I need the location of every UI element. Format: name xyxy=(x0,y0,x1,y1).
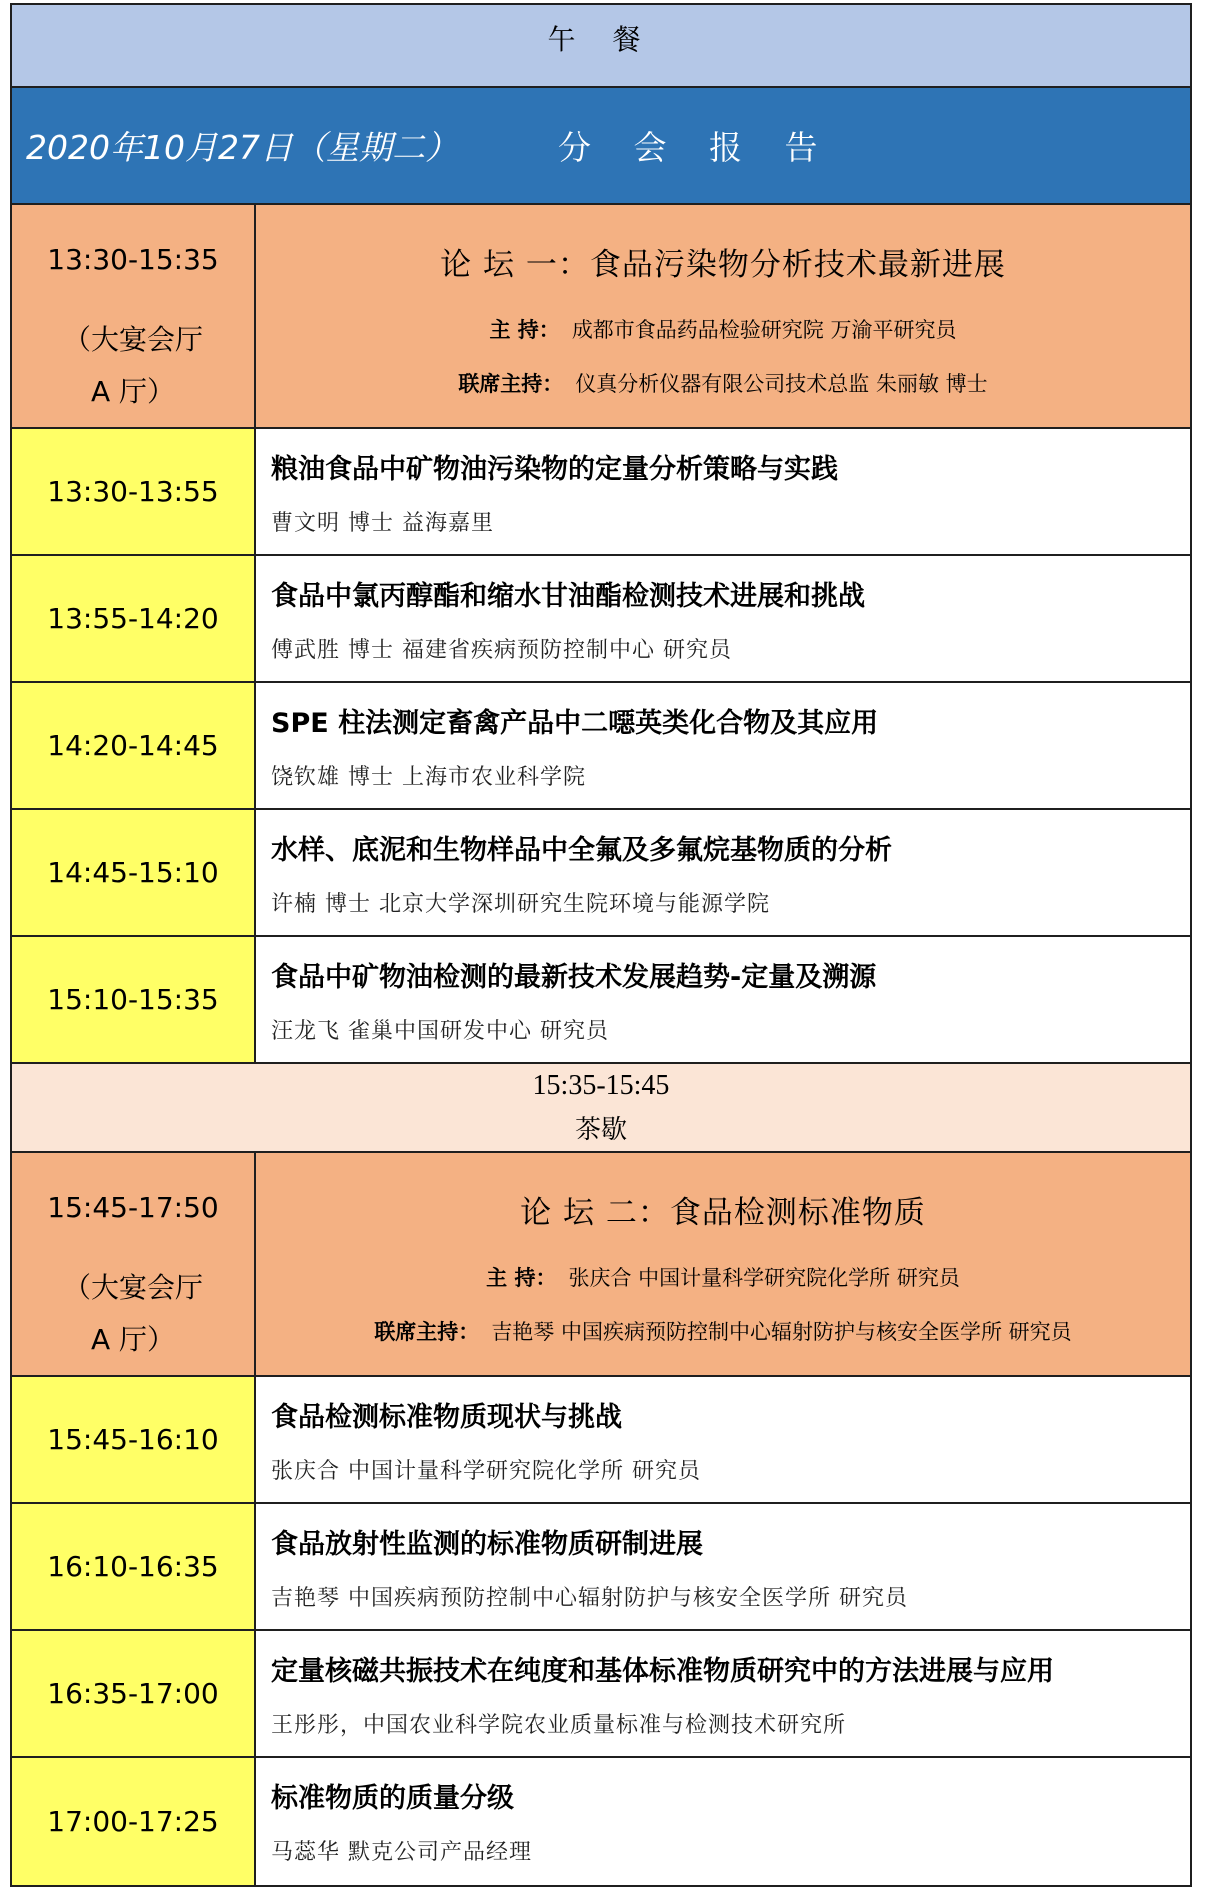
talk-speaker: 王彤彤，中国农业科学院农业质量标准与检测技术研究所 xyxy=(271,1713,847,1738)
forum-2-host-label: 主 持： xyxy=(486,1266,557,1290)
talk-speaker: 汪龙飞 雀巢中国研发中心 研究员 xyxy=(271,1019,609,1044)
talk-content xyxy=(256,1377,1190,1502)
forum-1-header xyxy=(12,205,1190,429)
forum-1-venue xyxy=(63,314,203,418)
talk-content xyxy=(256,556,1190,681)
forum-1-host xyxy=(256,314,1190,344)
forum-1-time-cell xyxy=(12,205,256,427)
forum-1-cohost-name: 仪真分析仪器有限公司技术总监 朱丽敏 博士 xyxy=(575,372,988,396)
forum-1-time: 13:30-15:35 xyxy=(47,243,219,276)
tea-break-label: 茶歇 xyxy=(574,1114,627,1145)
talk-row xyxy=(12,1758,1190,1885)
talk-title: 水样、底泥和生物样品中全氟及多氟烷基物质的分析 xyxy=(271,835,892,866)
forum-2-cohost-name: 吉艳琴 中国疾病预防控制中心辐射防护与核安全医学所 研究员 xyxy=(491,1320,1072,1344)
talk-content xyxy=(256,1631,1190,1756)
talk-content xyxy=(256,937,1190,1062)
forum-1-info xyxy=(256,205,1190,427)
forum-2-host-name: 张庆合 中国计量科学研究院化学所 研究员 xyxy=(568,1266,960,1290)
lunch-label: 午 餐 xyxy=(547,23,655,56)
forum-2-time-cell xyxy=(12,1153,256,1375)
talk-row xyxy=(12,556,1190,683)
forum-1-host-name: 成都市食品药品检验研究院 万渝平研究员 xyxy=(571,318,957,342)
talk-row xyxy=(12,429,1190,556)
lunch-row xyxy=(12,5,1190,88)
agenda-table xyxy=(10,3,1192,1887)
forum-2-cohost xyxy=(256,1316,1190,1346)
talk-title: 定量核磁共振技术在纯度和基体标准物质研究中的方法进展与应用 xyxy=(271,1656,1054,1687)
talk-time: 13:55-14:20 xyxy=(12,556,256,681)
talk-title: 粮油食品中矿物油污染物的定量分析策略与实践 xyxy=(271,454,838,485)
talk-time: 14:45-15:10 xyxy=(12,810,256,935)
talk-title: SPE 柱法测定畜禽产品中二噁英类化合物及其应用 xyxy=(271,708,879,739)
talk-speaker: 马蕊华 默克公司产品经理 xyxy=(271,1840,532,1865)
day-title: 分 会 报 告 xyxy=(558,128,834,167)
talk-speaker: 曹文明 博士 益海嘉里 xyxy=(271,511,494,536)
talk-speaker: 吉艳琴 中国疾病预防控制中心辐射防护与核安全医学所 研究员 xyxy=(271,1586,908,1611)
forum-2-info xyxy=(256,1153,1190,1375)
forum-2-time: 15:45-17:50 xyxy=(47,1191,219,1224)
forum-2-venue xyxy=(63,1262,203,1366)
forum-1-venue-line1: （大宴会厅 xyxy=(62,323,203,356)
forum-1-cohost-label: 联席主持： xyxy=(458,372,564,396)
talk-title: 食品放射性监测的标准物质研制进展 xyxy=(271,1529,703,1560)
tea-break-row xyxy=(12,1064,1190,1153)
forum-2-host xyxy=(256,1262,1190,1292)
talk-content xyxy=(256,810,1190,935)
talk-speaker: 张庆合 中国计量科学研究院化学所 研究员 xyxy=(271,1459,701,1484)
talk-title: 标准物质的质量分级 xyxy=(271,1783,514,1814)
talk-time: 15:45-16:10 xyxy=(12,1377,256,1502)
talk-row xyxy=(12,1631,1190,1758)
forum-2-title: 论 坛 二：食品检测标准物质 xyxy=(520,1195,926,1231)
talk-speaker: 饶钦雄 博士 上海市农业科学院 xyxy=(271,765,586,790)
forum-2-header xyxy=(12,1153,1190,1377)
forum-2-cohost-label: 联席主持： xyxy=(374,1320,480,1344)
talk-speaker: 傅武胜 博士 福建省疾病预防控制中心 研究员 xyxy=(271,638,732,663)
forum-1-venue-line2: A 厅） xyxy=(90,375,176,408)
talk-time: 14:20-14:45 xyxy=(12,683,256,808)
forum-2-venue-line1: （大宴会厅 xyxy=(62,1271,203,1304)
forum-1-title: 论 坛 一：食品污染物分析技术最新进展 xyxy=(440,247,1006,283)
talk-row xyxy=(12,937,1190,1064)
talk-title: 食品检测标准物质现状与挑战 xyxy=(271,1402,622,1433)
talk-title: 食品中矿物油检测的最新技术发展趋势-定量及溯源 xyxy=(271,962,877,993)
forum-1-cohost xyxy=(256,368,1190,398)
talk-time: 13:30-13:55 xyxy=(12,429,256,554)
forum-1-host-label: 主 持： xyxy=(489,318,560,342)
talk-content xyxy=(256,1758,1190,1885)
talk-time: 15:10-15:35 xyxy=(12,937,256,1062)
talk-content xyxy=(256,1504,1190,1629)
day-header-row xyxy=(12,88,1190,205)
talk-row xyxy=(12,1504,1190,1631)
talk-time: 17:00-17:25 xyxy=(12,1758,256,1885)
talk-content xyxy=(256,429,1190,554)
forum-2-venue-line2: A 厅） xyxy=(90,1323,176,1356)
talk-row xyxy=(12,683,1190,810)
talk-speaker: 许楠 博士 北京大学深圳研究生院环境与能源学院 xyxy=(271,892,770,917)
talk-time: 16:10-16:35 xyxy=(12,1504,256,1629)
tea-break-time: 15:35-15:45 xyxy=(532,1069,670,1101)
talk-content xyxy=(256,683,1190,808)
day-date: 2020年10月27日（星期二） xyxy=(26,128,458,167)
talk-time: 16:35-17:00 xyxy=(12,1631,256,1756)
talk-row xyxy=(12,1377,1190,1504)
talk-row xyxy=(12,810,1190,937)
talk-title: 食品中氯丙醇酯和缩水甘油酯检测技术进展和挑战 xyxy=(271,581,865,612)
